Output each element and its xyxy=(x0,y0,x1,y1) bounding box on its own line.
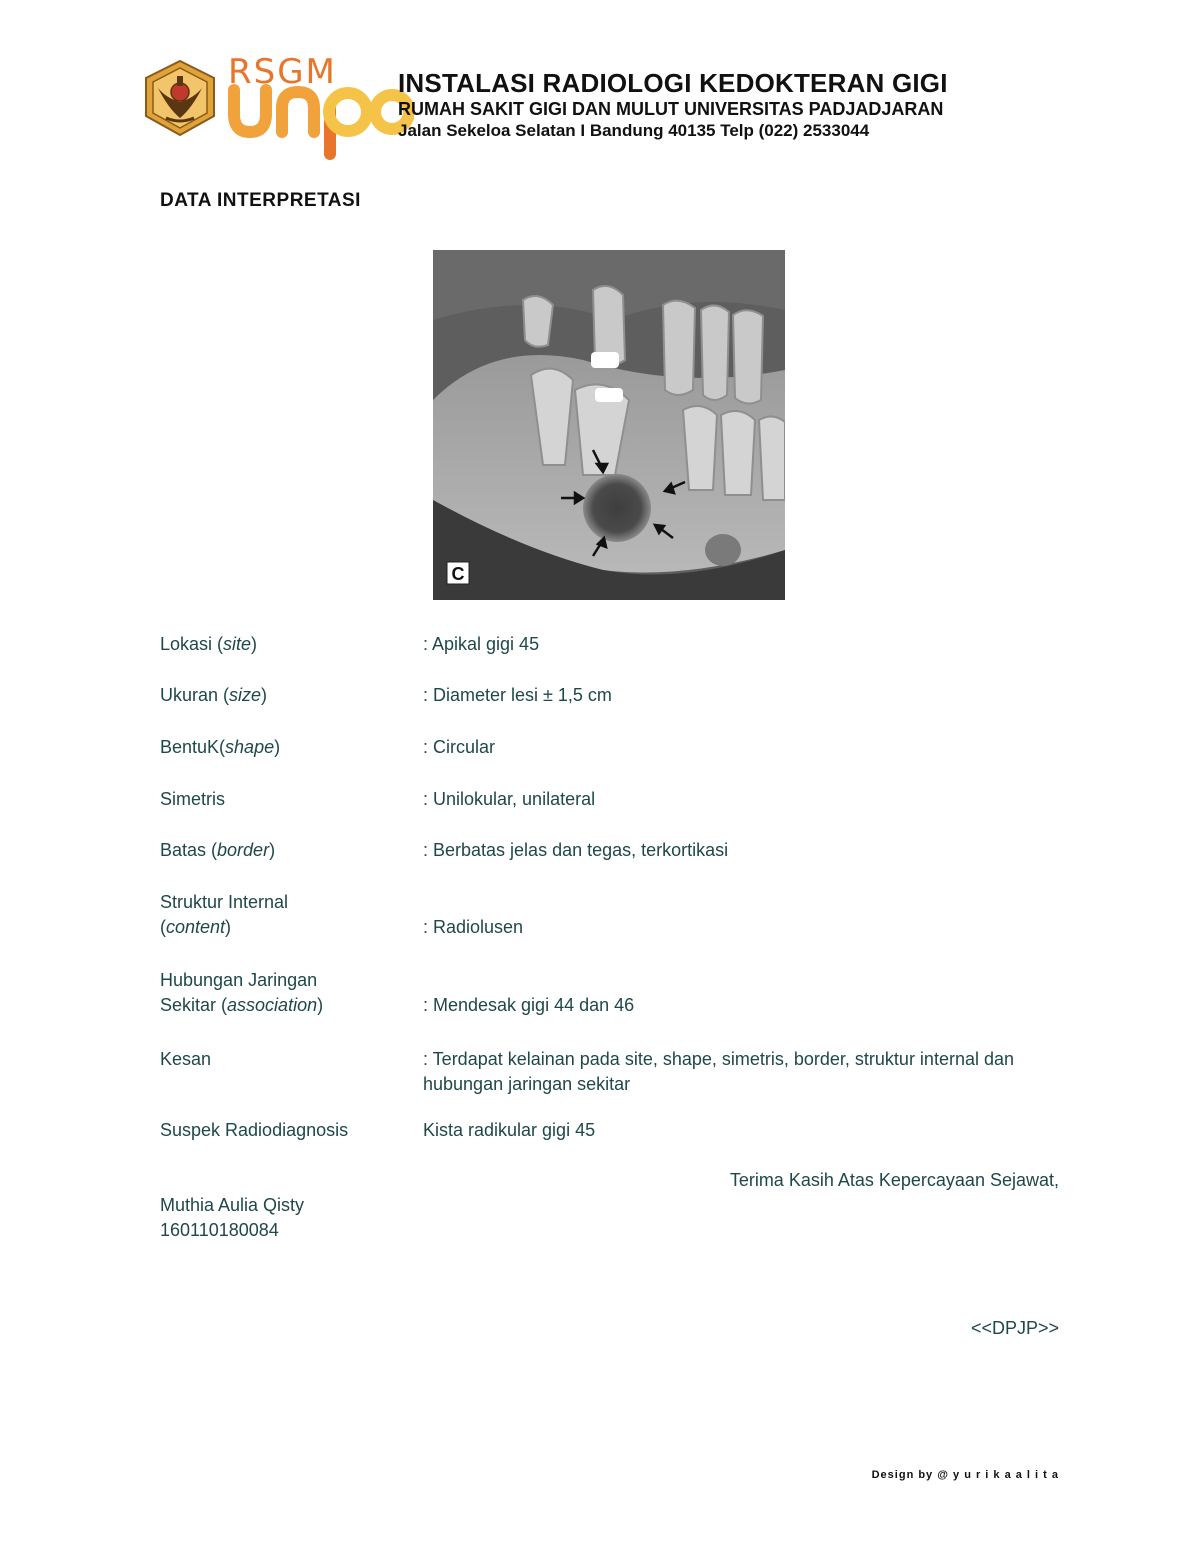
label-simetris: Simetris xyxy=(160,789,226,809)
label-struktur-internal: Struktur Internal (content) xyxy=(160,892,289,937)
document-title: DATA INTERPRETASI xyxy=(160,190,361,211)
value-kesan: : Terdapat kelainan pada site, shape, simetris, border, struktur internal dan hubungan jaringan sekitar xyxy=(423,1049,1015,1094)
logo-rsgm-text: RSGM xyxy=(228,52,337,92)
value-lokasi: : Apikal gigi 45 xyxy=(423,634,540,654)
logo-unpad-wordmark xyxy=(224,84,414,160)
closing-thanks: Terima Kasih Atas Kepercayaan Sejawat, xyxy=(729,1170,1059,1190)
label-ukuran: Ukuran (size) xyxy=(160,685,268,705)
label-bentuk: BentuK(shape) xyxy=(160,737,281,757)
value-ukuran: : Diameter lesi ± 1,5 cm xyxy=(423,685,612,705)
value-simetris: : Unilokular, unilateral xyxy=(423,789,596,809)
panoramic-radiograph-image xyxy=(433,250,785,600)
design-credit: Design by @ y u r i k a a l i t a xyxy=(871,1469,1059,1481)
dpjp-placeholder: <<DPJP>> xyxy=(970,1318,1059,1338)
label-kesan: Kesan xyxy=(160,1049,212,1069)
label-batas: Batas (border) xyxy=(160,840,276,860)
label-lokasi: Lokasi (site) xyxy=(160,634,258,654)
university-crest-logo xyxy=(140,58,220,138)
value-struktur-internal: : Radiolusen xyxy=(423,917,524,937)
panel-label: C xyxy=(451,564,465,584)
label-suspek-radiodiagnosis: Suspek Radiodiagnosis xyxy=(160,1120,349,1140)
value-bentuk: : Circular xyxy=(423,737,496,757)
header-title: INSTALASI RADIOLOGI KEDOKTERAN GIGI xyxy=(398,68,948,98)
author-name: Muthia Aulia Qisty xyxy=(160,1195,305,1215)
author-student-id: 160110180084 xyxy=(160,1220,279,1240)
value-batas: : Berbatas jelas dan tegas, terkortikasi xyxy=(423,840,729,860)
label-hubungan-jaringan: Hubungan Jaringan Sekitar (association) xyxy=(160,970,324,1015)
value-suspek-radiodiagnosis: Kista radikular gigi 45 xyxy=(423,1120,596,1140)
header-subtitle: RUMAH SAKIT GIGI DAN MULUT UNIVERSITAS PADJADJARAN xyxy=(398,99,944,119)
value-hubungan-jaringan: : Mendesak gigi 44 dan 46 xyxy=(423,995,635,1015)
header-address: Jalan Sekeloa Selatan I Bandung 40135 Telp (022) 2533044 xyxy=(398,121,870,140)
